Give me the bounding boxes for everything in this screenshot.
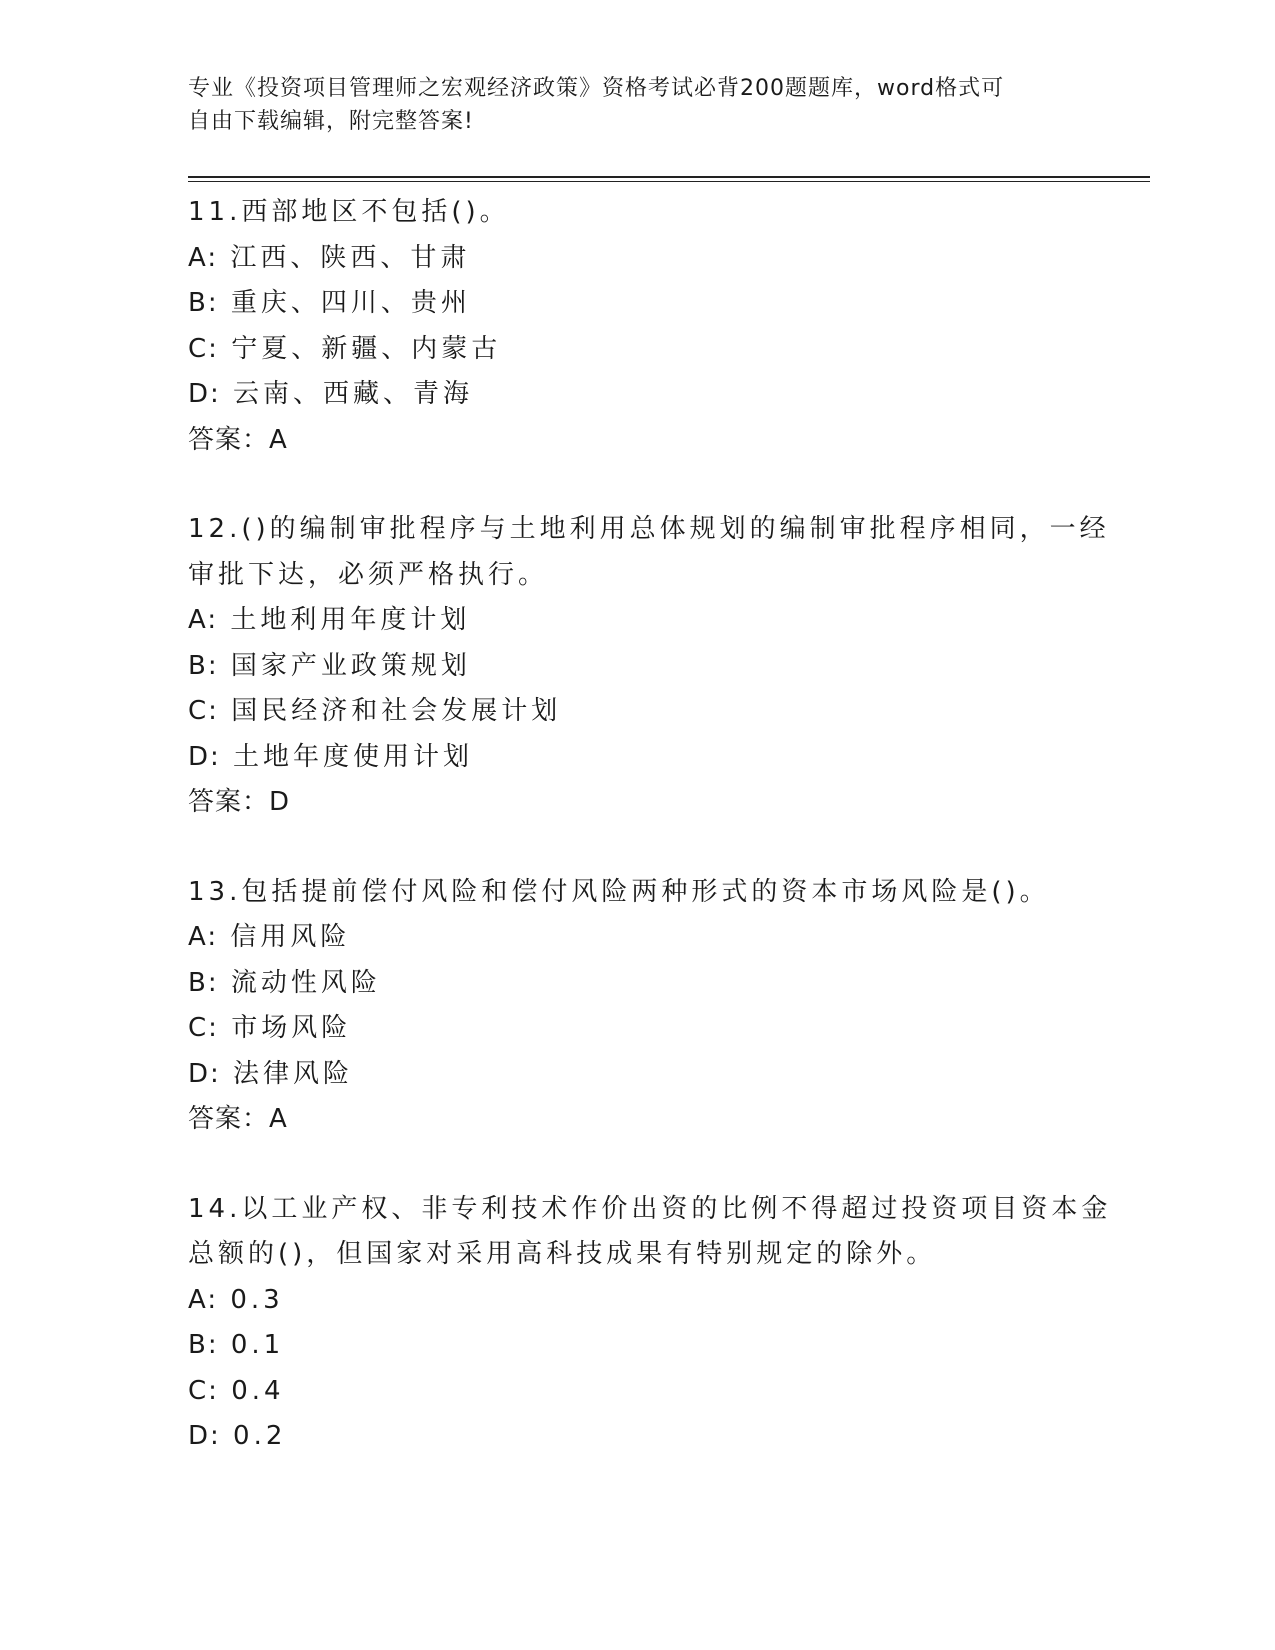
option-b bbox=[188, 644, 1068, 690]
option-key: B: bbox=[188, 1330, 219, 1360]
option-d bbox=[188, 1414, 1068, 1460]
option-key: C: bbox=[188, 696, 219, 726]
option-text: 土地利用年度计划 bbox=[230, 605, 471, 635]
option-a bbox=[188, 236, 1068, 282]
option-c bbox=[188, 1369, 1068, 1415]
option-b bbox=[188, 281, 1068, 327]
document-header bbox=[188, 72, 1068, 138]
question-stem-continued: 总额的()，但国家对采用高科技成果有特别规定的除外。 bbox=[188, 1239, 937, 1269]
option-text: 国家产业政策规划 bbox=[230, 650, 471, 681]
option-text: 0.1 bbox=[230, 1330, 285, 1360]
option-key: A: bbox=[188, 1284, 219, 1315]
answer-line: 答案：A bbox=[188, 1104, 288, 1134]
option-c bbox=[188, 1006, 1068, 1052]
option-key: D: bbox=[188, 1421, 221, 1451]
option-key: A: bbox=[188, 605, 219, 635]
option-key: B: bbox=[188, 967, 219, 998]
header-line-1: 专业《投资项目管理师之宏观经济政策》资格考试必背200题题库，word格式可 bbox=[188, 76, 1005, 101]
question-14 bbox=[188, 1187, 1112, 1460]
option-text: 0.4 bbox=[231, 1375, 285, 1406]
question-13 bbox=[188, 870, 1068, 1143]
question-12 bbox=[188, 507, 1110, 826]
option-b bbox=[188, 1323, 1068, 1369]
option-text: 云南、西藏、青海 bbox=[233, 379, 474, 409]
option-key: D: bbox=[188, 379, 221, 409]
option-text: 0.2 bbox=[233, 1421, 287, 1451]
option-key: A: bbox=[188, 922, 219, 952]
option-key: D: bbox=[188, 741, 221, 772]
answer-line: 答案：D bbox=[188, 787, 291, 817]
option-key: C: bbox=[188, 333, 219, 364]
option-key: A: bbox=[188, 242, 219, 273]
question-stem: 14.以工业产权、非专利技术作价出资的比例不得超过投资项目资本金 bbox=[188, 1193, 1112, 1224]
option-text: 0.3 bbox=[230, 1284, 284, 1315]
question-list bbox=[188, 190, 1112, 1504]
option-b bbox=[188, 961, 1068, 1007]
option-text: 流动性风险 bbox=[230, 967, 381, 998]
option-text: 土地年度使用计划 bbox=[233, 741, 474, 772]
option-a bbox=[188, 915, 1068, 961]
header-rule-secondary bbox=[188, 181, 1150, 182]
option-a bbox=[188, 598, 1068, 644]
option-a bbox=[188, 1278, 1068, 1324]
question-stem-continued: 审批下达，必须严格执行。 bbox=[188, 559, 549, 590]
option-key: C: bbox=[188, 1375, 219, 1406]
option-key: D: bbox=[188, 1058, 221, 1089]
option-text: 宁夏、新疆、内蒙古 bbox=[231, 333, 502, 364]
answer-line: 答案：A bbox=[188, 424, 288, 455]
option-text: 信用风险 bbox=[230, 922, 351, 952]
option-c bbox=[188, 327, 1068, 373]
option-d bbox=[188, 1052, 1068, 1098]
option-c bbox=[188, 689, 1068, 735]
option-d bbox=[188, 372, 1068, 418]
option-text: 江西、陕西、甘肃 bbox=[230, 242, 471, 273]
question-stem: 12.()的编制审批程序与土地利用总体规划的编制审批程序相同，一经 bbox=[188, 514, 1110, 544]
header-line-2: 自由下载编辑，附完整答案! bbox=[188, 109, 474, 134]
option-key: B: bbox=[188, 650, 219, 681]
question-stem: 13.包括提前偿付风险和偿付风险两种形式的资本市场风险是()。 bbox=[188, 876, 1050, 907]
option-text: 重庆、四川、贵州 bbox=[230, 288, 471, 318]
option-key: C: bbox=[188, 1013, 219, 1043]
option-text: 法律风险 bbox=[233, 1058, 354, 1089]
question-11 bbox=[188, 190, 1068, 463]
question-stem: 11.西部地区不包括()。 bbox=[188, 197, 510, 227]
option-text: 市场风险 bbox=[231, 1013, 352, 1043]
option-key: B: bbox=[188, 288, 219, 318]
header-rule bbox=[188, 176, 1150, 178]
option-d bbox=[188, 735, 1068, 781]
option-text: 国民经济和社会发展计划 bbox=[231, 696, 562, 726]
